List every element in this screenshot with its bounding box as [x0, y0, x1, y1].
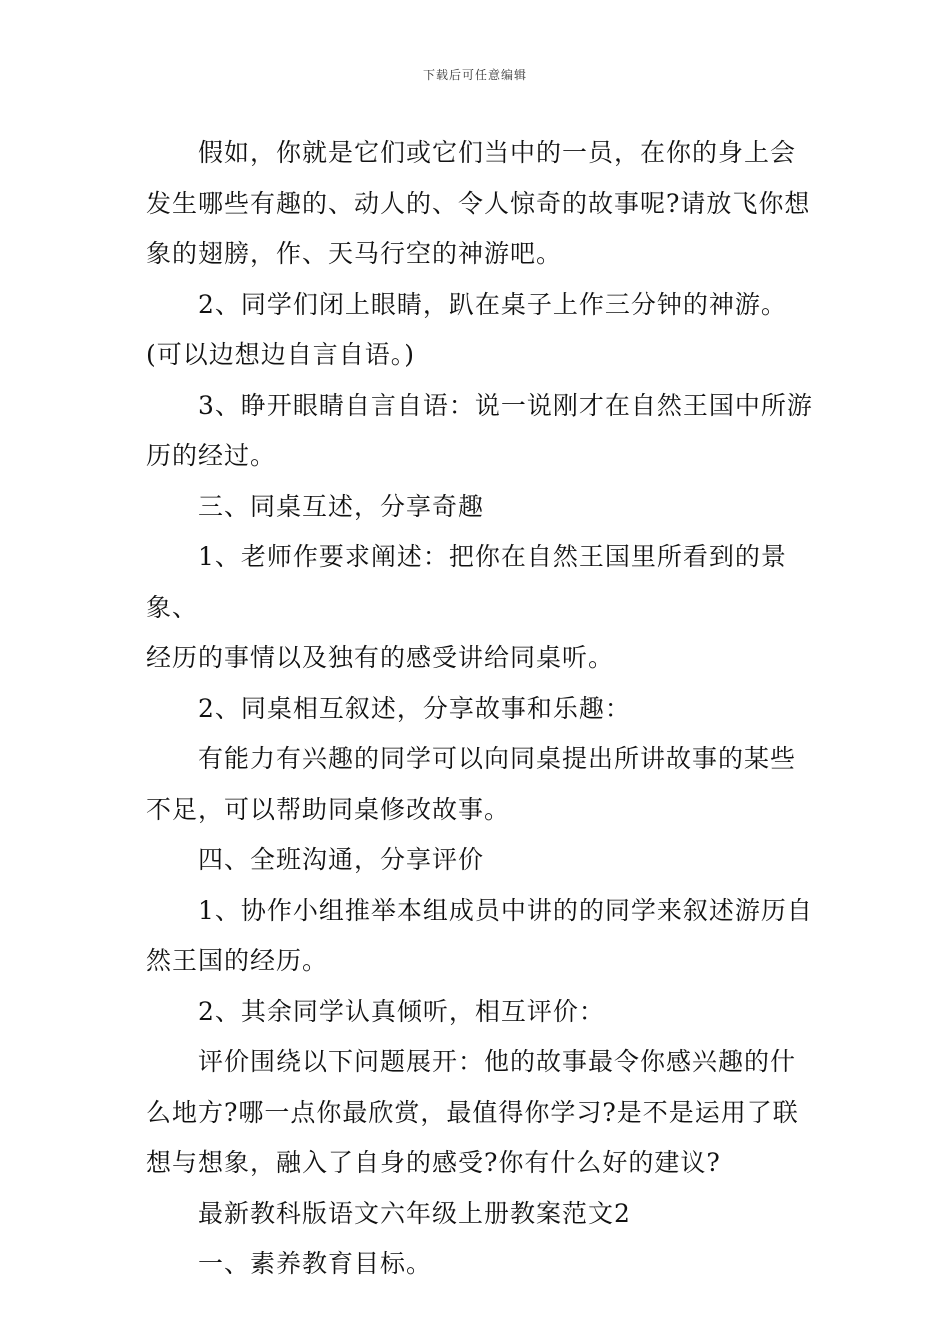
text-line: 有能力有兴趣的同学可以向同桌提出所讲故事的某些	[198, 744, 797, 773]
section-heading-three	[146, 482, 816, 533]
text-line: 发生哪些有趣的、动人的、令人惊奇的故事呢?请放飞你想	[146, 188, 811, 218]
text-line: 2、同学们闭上眼睛，趴在桌子上作三分钟的神游。	[198, 289, 787, 319]
text-line: 历的经过。	[146, 441, 277, 470]
text-line: 不足，可以帮助同桌修改故事。	[146, 794, 511, 824]
paragraph-step-2	[146, 280, 816, 381]
text-line: 最新教科版语文六年级上册教案范文2	[198, 1198, 631, 1228]
text-line: 然王国的经历。	[146, 946, 329, 975]
text-line: 四、全班沟通，分享评价	[198, 845, 485, 874]
text-line: 三、同桌互述，分享奇趣	[198, 491, 485, 521]
paragraph-evaluation-questions	[146, 1037, 816, 1189]
section-heading-one	[146, 1239, 816, 1290]
paragraph-deskmate-share	[146, 684, 816, 735]
paragraph-group-recommend	[146, 886, 816, 987]
text-line: 经历的事情以及独有的感受讲给同桌听。	[146, 643, 615, 672]
paragraph-imagine	[146, 128, 816, 280]
document-title-2	[146, 1189, 816, 1240]
section-heading-four	[146, 835, 816, 886]
header-note: 下载后可任意编辑	[422, 68, 527, 82]
text-line: 假如，你就是它们或它们当中的一员，在你的身上会	[198, 138, 797, 167]
text-line: 一、素养教育目标。	[198, 1249, 433, 1278]
paragraph-able-students	[146, 734, 816, 835]
text-line: 么地方?哪一点你最欣赏，最值得你学习?是不是运用了联	[146, 1097, 799, 1127]
text-line: 1、协作小组推举本组成员中讲的的同学来叙述游历自	[198, 895, 813, 925]
text-line: 象的翅膀，作、天马行空的神游吧。	[146, 239, 563, 268]
text-line: 2、其余同学认真倾听，相互评价：	[198, 996, 605, 1026]
text-line: (可以边想边自言自语。)	[146, 340, 416, 369]
paragraph-teacher-requirement	[146, 532, 816, 684]
text-line: 1、老师作要求阐述：把你在自然王国里所看到的景象、	[146, 542, 787, 622]
paragraph-step-3	[146, 381, 816, 482]
document-body	[146, 128, 816, 1290]
text-line: 2、同桌相互叙述，分享故事和乐趣：	[198, 693, 631, 723]
text-line: 评价围绕以下问题展开：他的故事最令你感兴趣的什	[198, 1047, 797, 1076]
text-line: 想与想象，融入了自身的感受?你有什么好的建议?	[146, 1148, 721, 1177]
paragraph-listen-evaluate	[146, 987, 816, 1038]
text-line: 3、睁开眼睛自言自语：说一说刚才在自然王国中所游	[198, 390, 813, 420]
